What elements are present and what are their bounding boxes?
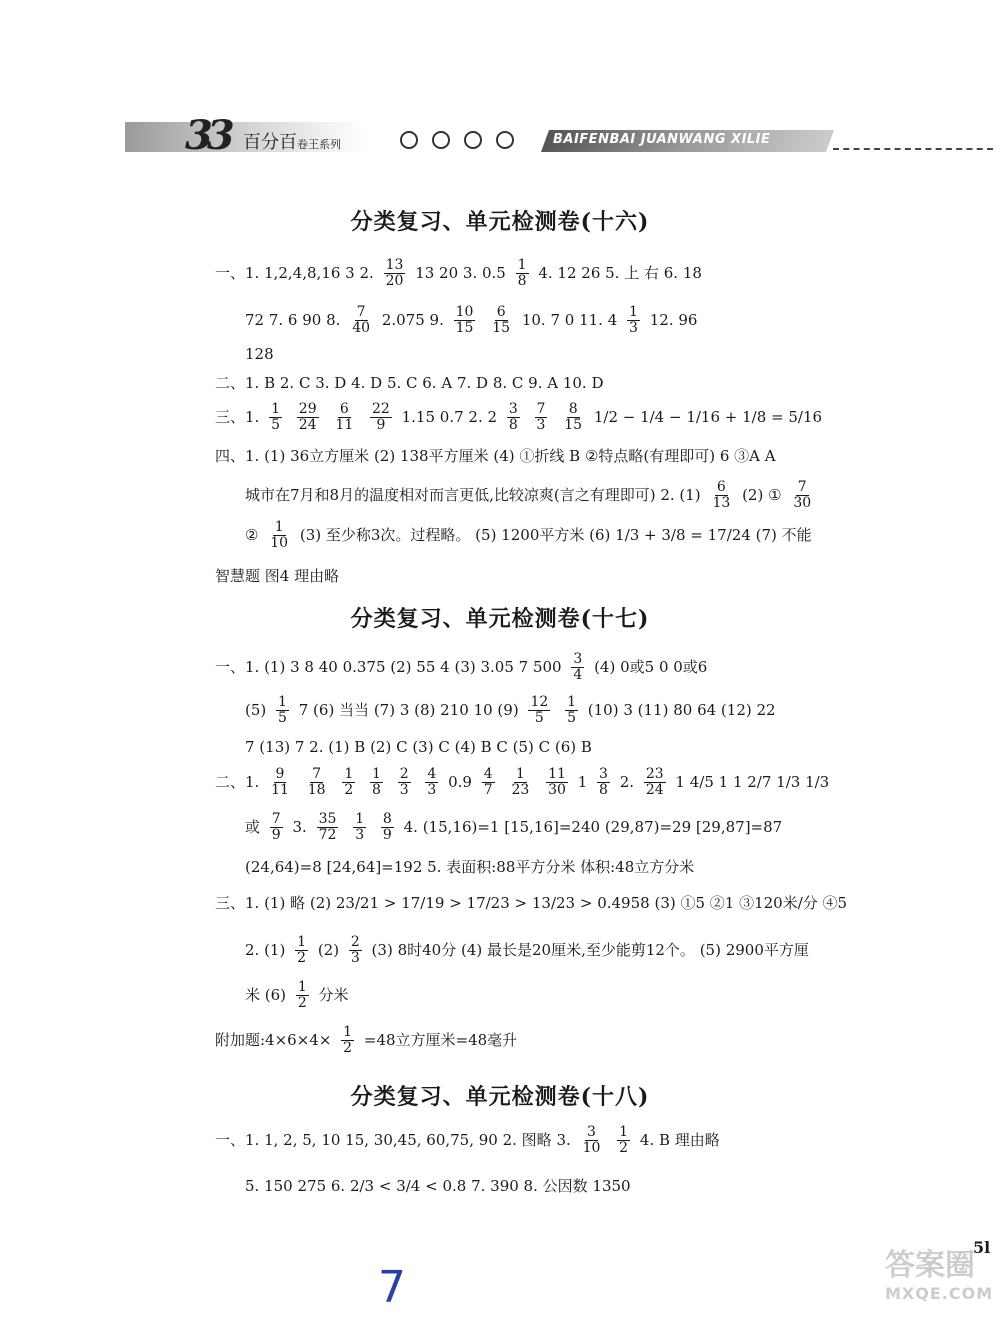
answer-line: (5) $\frac{1}{5}$ 7 (6) 当当 (7) 3 (8) 210 10 (9) $\frac{12}{5}$ $\frac{1}{5}$ (10) 3 (11) 80 64 (12) 22 bbox=[245, 694, 776, 727]
header-dashed-rule bbox=[833, 148, 993, 150]
answer-line: 72 7. 6 90 8. $\frac{7}{40}$ 2.075 9. $\frac{10}{15}$ $\frac{6}{15}$ 10. 7 0 11. 4 $\frac{1}{3}$ 12. 96 bbox=[245, 304, 698, 337]
brand-name: 百分百卷王系列 bbox=[243, 132, 341, 153]
answer-line: 米 (6) $\frac{1}{2}$ 分米 bbox=[245, 979, 349, 1012]
answer-line: ② $\frac{1}{10}$ (3) 至少称3次。过程略。 (5) 1200平方米 (6) 1/3 + 3/8 = 17/24 (7) 不能 bbox=[245, 519, 812, 552]
answer-line: 附加题:4×6×4× $\frac{1}{2}$ =48立方厘米=48毫升 bbox=[215, 1024, 518, 1057]
answer-line: 或 $\frac{7}{9}$ 3. $\frac{35}{72}$ $\frac{1}{3}$ $\frac{8}{9}$ 4. (15,16)=1 [15,16]=240 (29,87)=29 [29,87]=87 bbox=[245, 811, 783, 844]
section-title-18: 分类复习、单元检测卷(十八) bbox=[350, 1084, 650, 1110]
answer-line: 128 bbox=[245, 345, 274, 363]
answer-line: 5. 150 275 6. 2/3 < 3/4 < 0.8 7. 390 8. 公因数 1350 bbox=[245, 1177, 631, 1195]
page-number: 5l bbox=[973, 1238, 991, 1257]
answer-line: 一、1. 1, 2, 5, 10 15, 30,45, 60,75, 90 2. 图略 3. $\frac{3}{10}$ $\frac{1}{2}$ 4. B 理由略 bbox=[215, 1124, 720, 1157]
section-title-16: 分类复习、单元检测卷(十六) bbox=[350, 209, 650, 235]
answer-line: 四、1. (1) 36立方厘米 (2) 138平方厘米 (4) ①折线 B ②特点略(有理即可) 6 ③A A bbox=[215, 447, 776, 465]
section-title-17: 分类复习、单元检测卷(十七) bbox=[350, 606, 650, 632]
page-header bbox=[0, 112, 1000, 162]
answer-line: 二、1. $\frac{9}{11}$ $\frac{7}{18}$ $\frac{1}{2}$ $\frac{1}{8}$ $\frac{2}{3}$ $\frac{4}{3}$ 0.9 $\frac{4}{7}$ $\frac{1}{23}$ $\frac{11}{30}$ 1 $\frac{3}{8}$ 2. $\frac{23}{24}$ 1 4/5 1 1 2/7 1/3 1/3 bbox=[215, 766, 830, 799]
answer-line: 二、1. B 2. C 3. D 4. D 5. C 6. A 7. D 8. C 9. A 10. D bbox=[215, 374, 604, 392]
answer-line: 7 (13) 7 2. (1) B (2) C (3) C (4) B C (5) C (6) B bbox=[245, 738, 592, 756]
answer-line: 智慧题 图4 理由略 bbox=[215, 567, 340, 585]
answer-line: 三、1. (1) 略 (2) 23/21 > 17/19 > 17/23 > 13/23 > 0.4958 (3) ①5 ②1 ③120米/分 ④5 bbox=[215, 894, 848, 912]
answer-line: 2. (1) $\frac{1}{2}$ (2) $\frac{2}{3}$ (3) 8时40分 (4) 最长是20厘米,至少能剪12个。 (5) 2900平方厘 bbox=[245, 934, 809, 967]
header-circles bbox=[400, 131, 528, 153]
handwritten-mark: 7 bbox=[378, 1262, 406, 1313]
answer-line: 城市在7月和8月的温度相对而言更低,比较凉爽(言之有理即可) 2. (1) $\frac{6}{13}$ (2) ① $\frac{7}{30}$ bbox=[245, 479, 812, 512]
answer-line: (24,64)=8 [24,64]=192 5. 表面积:88平方分米 体积:48立方分米 bbox=[245, 858, 695, 876]
watermark-logo: 答案圈 MXQE.COM bbox=[885, 1248, 994, 1303]
answer-line: 一、1. (1) 3 8 40 0.375 (2) 55 4 (3) 3.05 7 500 $\frac{3}{4}$ (4) 0或5 0 0或6 bbox=[215, 651, 708, 684]
answer-line: 三、1. $\frac{1}{5}$ $\frac{29}{24}$ $\frac{6}{11}$ $\frac{22}{9}$ 1.15 0.7 2. 2 $\frac{3}{8}$ $\frac{7}{3}$ $\frac{8}{15}$ 1/2 − 1/4 − 1/16 + 1/8 = 5/16 bbox=[215, 401, 823, 434]
series-english-name: BAIFENBAI JUANWANG XILIE bbox=[553, 132, 771, 147]
series-logo: 33 bbox=[185, 112, 229, 159]
answer-line: 一、1. 1,2,4,8,16 3 2. $\frac{13}{20}$ 13 20 3. 0.5 $\frac{1}{8}$ 4. 12 26 5. 上 右 6. 18 bbox=[215, 257, 702, 290]
